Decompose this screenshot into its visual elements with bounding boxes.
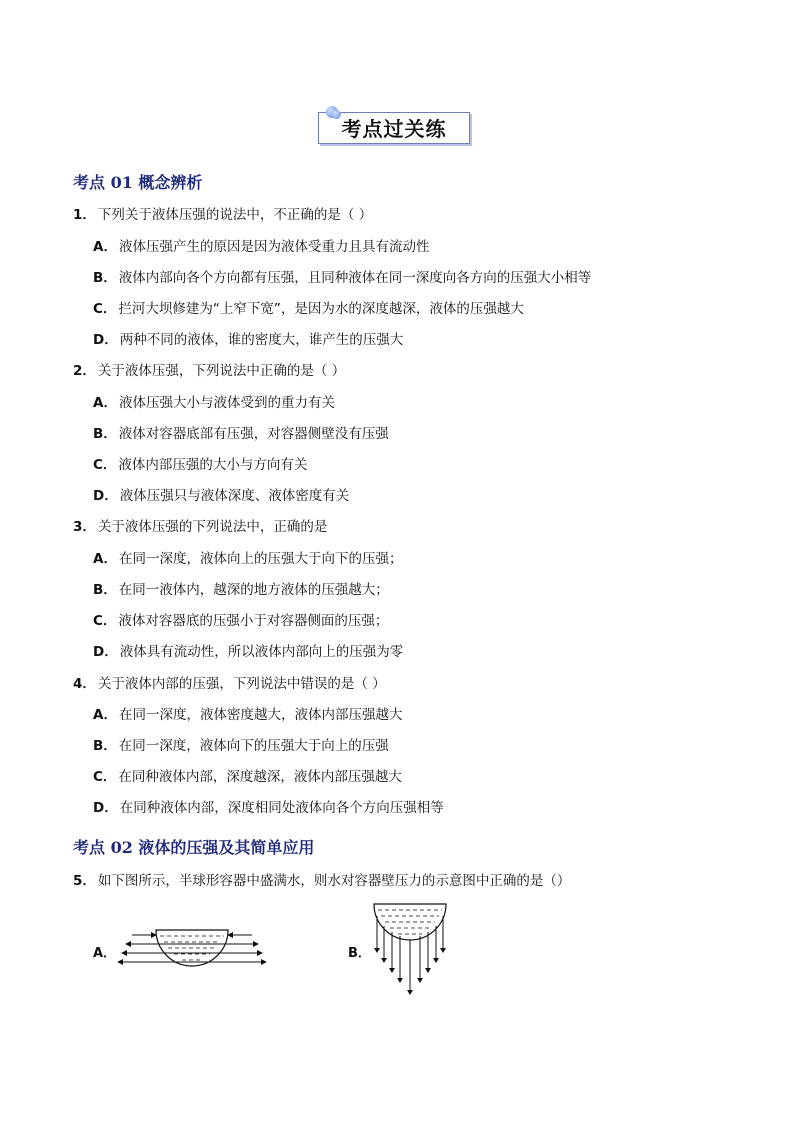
option-text: 液体压强大小与液体受到的重力有关: [118, 395, 335, 411]
question-number: 1．: [73, 207, 96, 223]
option-text: 拦河大坝修建为“上窄下宽”，是因为水的深度越深，液体的压强越大: [118, 301, 524, 317]
option-3d[interactable]: [93, 643, 403, 661]
option-text: 液体对容器底的压强小于对容器侧面的压强；: [118, 613, 389, 629]
option-letter: C．: [93, 457, 117, 473]
option-letter: B．: [93, 426, 117, 442]
option-text: 在同种液体内部，深度越深，液体内部压强越大: [118, 769, 402, 785]
option-3c[interactable]: [93, 612, 388, 630]
question-stem: 下列关于液体压强的说法中，不正确的是（ ）: [97, 207, 373, 223]
question-1: [73, 206, 372, 224]
option-2a[interactable]: [93, 394, 335, 412]
option-text: 液体压强产生的原因是因为液体受重力且具有流动性: [118, 239, 430, 255]
option-letter: B．: [93, 582, 117, 598]
option-text: 在同一深度，液体密度越大，液体内部压强越大: [118, 707, 403, 723]
option-text: 液体内部向各个方向都有压强，且同种液体在同一深度向各方向的压强大小相等: [118, 270, 592, 286]
option-3b[interactable]: [93, 581, 389, 599]
option-letter: D．: [93, 488, 118, 504]
option-text: 液体具有流动性，所以液体内部向上的压强为零: [119, 644, 404, 660]
section-heading: 考点 02 液体的压强及其简单应用: [73, 838, 315, 857]
option-letter: B．: [93, 738, 117, 754]
option-letter: C．: [93, 769, 117, 785]
option-5a-label[interactable]: A．: [93, 946, 117, 961]
option-5b-label[interactable]: B．: [348, 946, 371, 961]
option-text: 液体对容器底部有压强，对容器侧壁没有压强: [118, 426, 389, 442]
option-letter: B．: [93, 270, 117, 286]
question-stem: 关于液体内部的压强，下列说法中错误的是（ ）: [97, 676, 386, 692]
option-2c[interactable]: [93, 456, 307, 474]
option-2d[interactable]: [93, 487, 349, 505]
hemisphere-downward-arrows-figure[interactable]: [368, 900, 454, 996]
question-stem: 如下图所示，半球形容器中盛满水，则水对容器壁压力的示意图中正确的是（）: [97, 873, 571, 889]
option-letter: D．: [93, 332, 118, 348]
option-4a[interactable]: [93, 706, 402, 724]
option-1d[interactable]: [93, 331, 403, 349]
option-4c[interactable]: [93, 768, 402, 786]
question-stem: 关于液体压强的下列说法中，正确的是: [97, 519, 328, 535]
option-text: 在同种液体内部，深度相同处液体向各个方向压强相等: [119, 800, 444, 816]
option-letter: A．: [93, 707, 117, 723]
option-letter: D．: [93, 644, 118, 660]
page-title: 考点过关练: [341, 117, 447, 141]
option-1b[interactable]: [93, 269, 591, 287]
option-4b[interactable]: [93, 737, 389, 755]
option-2b[interactable]: [93, 425, 389, 443]
question-3: [73, 518, 327, 536]
option-text: 在同一深度，液体向上的压强大于向下的压强；: [118, 551, 403, 567]
question-number: 2．: [73, 363, 96, 379]
question-number: 3．: [73, 519, 96, 535]
question-stem: 关于液体压强，下列说法中正确的是（ ）: [97, 363, 346, 379]
question-4: [73, 675, 386, 693]
option-text: 在同一液体内，越深的地方液体的压强越大；: [118, 582, 389, 598]
question-5: [73, 872, 570, 890]
option-text: 液体内部压强的大小与方向有关: [118, 457, 308, 473]
option-letter: D．: [93, 800, 118, 816]
question-number: 5．: [73, 873, 96, 889]
option-text: 两种不同的液体，谁的密度大，谁产生的压强大: [119, 332, 404, 348]
option-1c[interactable]: [93, 300, 524, 318]
option-letter: C．: [93, 301, 117, 317]
option-text: 液体压强只与液体深度、液体密度有关: [119, 488, 350, 504]
option-letter: C．: [93, 613, 117, 629]
option-letter: A．: [93, 239, 117, 255]
option-text: 在同一深度，液体向下的压强大于向上的压强: [118, 738, 389, 754]
question-number: 4．: [73, 676, 96, 692]
option-letter: A．: [93, 395, 117, 411]
section-heading: 考点 01 概念辨析: [73, 173, 203, 192]
option-1a[interactable]: [93, 238, 429, 256]
option-3a[interactable]: [93, 550, 402, 568]
hemisphere-horizontal-arrows-figure[interactable]: [112, 920, 272, 980]
header-banner: [318, 109, 470, 143]
question-2: [73, 362, 345, 380]
option-4d[interactable]: [93, 799, 444, 817]
option-letter: A．: [93, 551, 117, 567]
